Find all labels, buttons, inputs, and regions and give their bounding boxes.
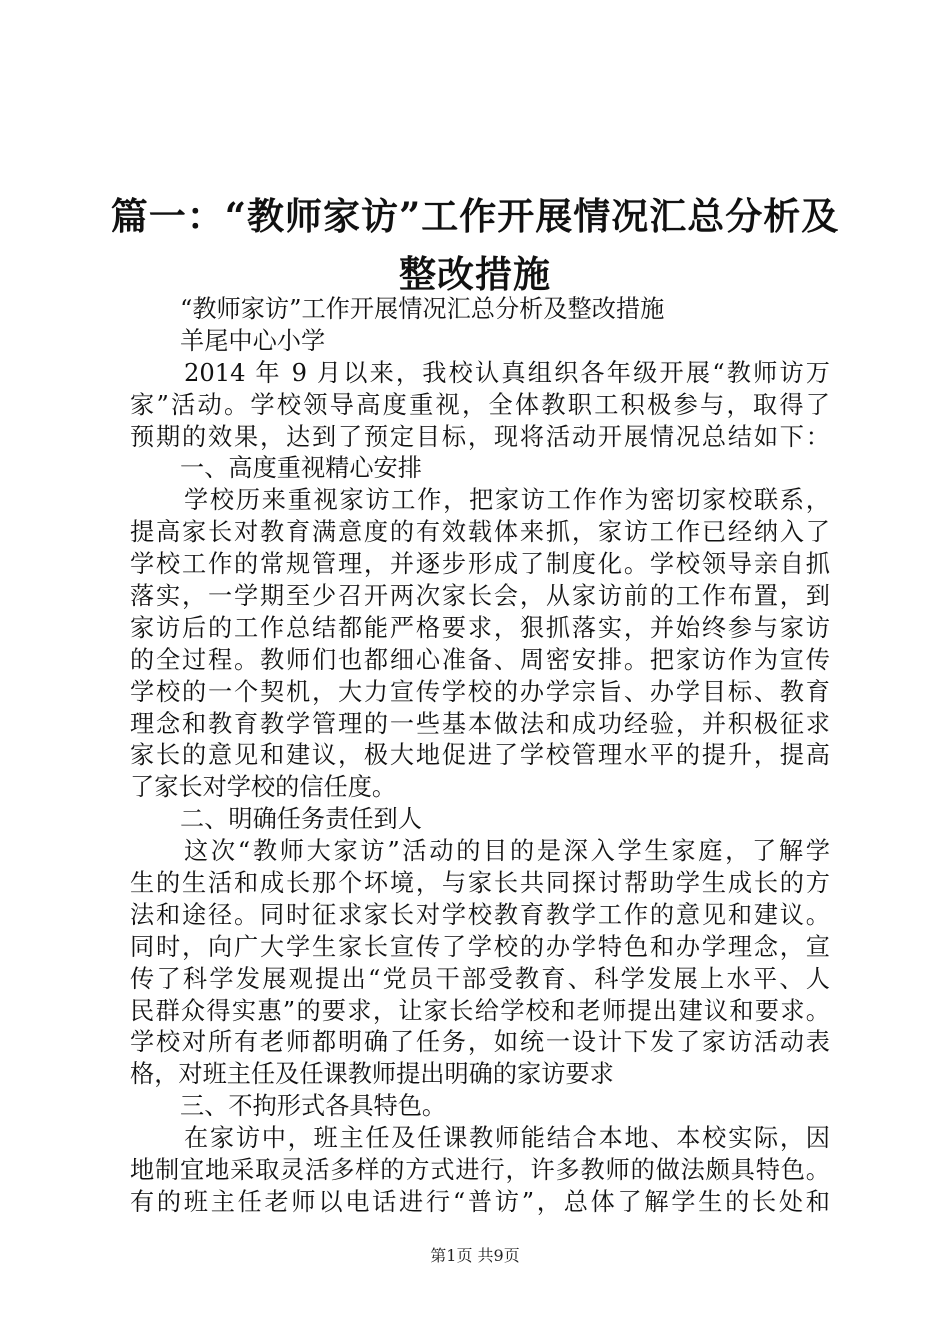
paragraph-line: 家访后的工作总结都能严格要求，狠抓落实，并始终参与家访	[130, 613, 830, 642]
paragraph-line: 这次“教师大家访”活动的目的是深入学生家庭，了解学	[184, 837, 830, 866]
section-heading-1: 一、高度重视精心安排	[180, 454, 422, 483]
paragraph-line: 的全过程。教师们也都细心准备、周密安排。把家访作为宣传	[130, 645, 830, 674]
paragraph-line: 预期的效果，达到了预定目标，现将活动开展情况总结如下：	[130, 422, 830, 451]
paragraph-line: 格，对班主任及任课教师提出明确的家访要求	[130, 1060, 614, 1089]
paragraph-line: 家长的意见和建议，极大地促进了学校管理水平的提升，提高	[130, 741, 830, 770]
paragraph-line: 学校对所有老师都明确了任务，如统一设计下发了家访活动表	[130, 1028, 830, 1057]
paragraph-line: 提高家长对教育满意度的有效载体来抓，家访工作已经纳入了	[130, 518, 830, 547]
document-title-line-1: 篇一：“教师家访”工作开展情况汇总分析及	[110, 194, 840, 238]
paragraph-line: 落实，一学期至少召开两次家长会，从家访前的工作布置，到	[130, 582, 830, 611]
paragraph-line: 传了科学发展观提出“党员干部受教育、科学发展上水平、人	[130, 964, 830, 993]
paragraph-line: 民群众得实惠”的要求，让家长给学校和老师提出建议和要求。	[130, 996, 830, 1025]
page-footer: 第1页 共9页	[430, 1246, 520, 1265]
paragraph-line: 法和途径。同时征求家长对学校教育教学工作的意见和建议。	[130, 900, 830, 929]
paragraph-line: 理念和教育教学管理的一些基本做法和成功经验，并积极征求	[130, 709, 830, 738]
paragraph-line: 地制宜地采取灵活多样的方式进行，许多教师的做法颇具特色。	[130, 1156, 830, 1185]
paragraph-line: 学校历来重视家访工作，把家访工作作为密切家校联系，	[184, 486, 830, 515]
paragraph-line: 在家访中，班主任及任课教师能结合本地、本校实际，因	[184, 1124, 830, 1153]
document-title-line-2: 整改措施	[399, 252, 551, 296]
paragraph-line: 了家长对学校的信任度。	[130, 773, 397, 802]
section-heading-2: 二、明确任务责任到人	[180, 805, 422, 834]
document-body	[130, 294, 830, 1219]
paragraph-line: 生的生活和成长那个坏境，与家长共同探讨帮助学生成长的方	[130, 869, 830, 898]
paragraph-line: 家”活动。学校领导高度重视，全体教职工积极参与，取得了	[130, 390, 830, 419]
paragraph-line: 2014 年 9 月以来，我校认真组织各年级开展“教师访万	[184, 358, 830, 387]
paragraph-line: 同时，向广大学生家长宣传了学校的办学特色和办学理念，宣	[130, 932, 830, 961]
paragraph-line: 有的班主任老师以电话进行“普访”，总体了解学生的长处和	[130, 1187, 830, 1216]
paragraph-line: 学校工作的常规管理，并逐步形成了制度化。学校领导亲自抓	[130, 550, 830, 579]
school-name: 羊尾中心小学	[180, 326, 326, 355]
subtitle: “教师家访”工作开展情况汇总分析及整改措施	[180, 295, 665, 323]
section-heading-3: 三、不拘形式各具特色。	[180, 1092, 447, 1121]
paragraph-line: 学校的一个契机，大力宣传学校的办学宗旨、办学目标、教育	[130, 677, 830, 706]
